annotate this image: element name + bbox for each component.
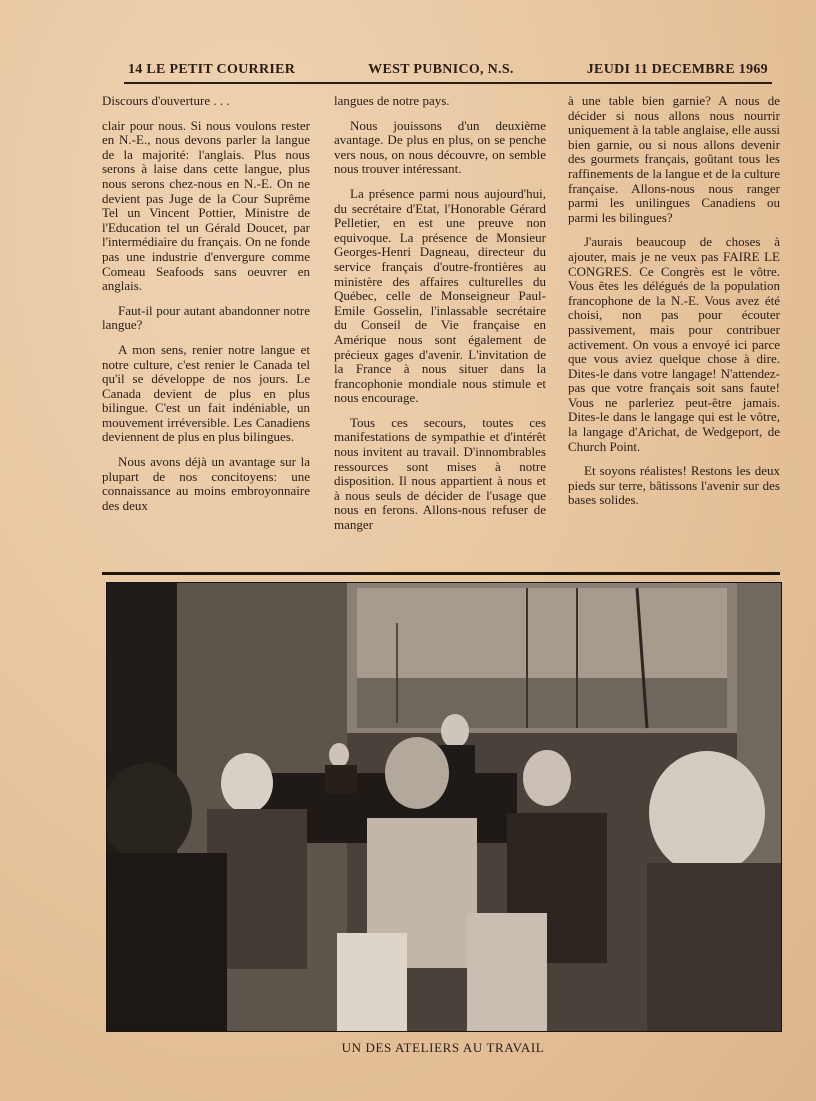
section-rule [102,572,780,575]
article-column-3 [568,94,780,518]
article-paragraph: J'aurais beaucoup de choses à ajouter, mais je ne veux pas FAIRE LE CONGRES. Ce Congrès est le vôtre. Vous êtes les délégués de la population francophone de la N.-E. Vous avez été choisi, non pas pour écouter passivement, mais pour contribuer activement. On vous a envoyé ici parce que vous aviez quelque chose à dire. Dites-le dans votre langage! N'attendez-pas que votre français soit sans faute! Vous ne parleriez peut-être jamais. Dites-le dans le langage qui est le vôtre, la langage d'Arichat, de Wedgeport, de Church Point. [568,234,780,454]
article-paragraph: A mon sens, renier notre langue et notre culture, c'est renier le Canada tel qu'il se développe de nos jours. Le Canada devient de plus en plus bilingue. C'est un fait indéniable, un mouvement irréversible. Les Canadiens deviennent de plus en plus bilingues. [102,341,310,445]
article-column-1 [102,94,310,523]
article-paragraph: à une table bien garnie? A nous de décider si nous allons nous nourrir uniquement à la table anglaise, elle aussi bien garnie, ou si nous allons devenir des gourmets français, goûtant tous les raffinements de la langue et de la culture française. Allons-nous nous ranger parmi les unilingues Canadiens ou parmi les bilingues? [568,93,780,225]
header-rule [124,82,772,84]
article-column-2 [334,94,546,543]
article-paragraph: clair pour nous. Si nous voulons rester en N.-E., nous devons parler la langue de la majorité: l'anglais. Plus nous serons à laise dans cette langue, plus nous serons chez-nous en N.-E. On ne devient pas Juge de la Cour Suprême Tel un Vincent Pottier, Ministre de l'Education tel un Gérald Doucet, par l'intermédiaire du français. On ne fonde pas une industrie d'envergure comme Comeau Seafoods sans oeuvrer en anglais. [102,117,310,294]
workshop-photo [106,582,782,1032]
article-paragraph: Nous avons déjà un avantage sur la plupart de nos concitoyens: une connaissance au moins embroyonnaire des deux [102,454,310,513]
workshop-photo-illustration [107,583,781,1031]
article-paragraph: Tous ces secours, toutes ces manifestations de sympathie et d'intérêt nous invitent au travail. D'innombrables ressources sont mises à notre disposition. Il nous appartient à nous et à nous seuls de décider de l'usage que nous en ferons. Allons-nous refuser de manger [334,414,546,533]
article-paragraph: Et soyons réalistes! Restons les deux pieds sur terre, bâtissons l'avenir sur des bases solides. [568,463,780,508]
column-continuation-heading: Discours d'ouverture . . . [102,93,230,108]
page-header [128,62,768,78]
photo-caption: UN DES ATELIERS AU TRAVAIL [341,1040,545,1055]
header-location: WEST PUBNICO, N.S. [368,62,514,77]
article-paragraph: langues de notre pays. [334,93,450,108]
article-paragraph: La présence parmi nous aujourd'hui, du secrétaire d'Etat, l'Honorable Gérard Pelletier, en est une preuve non equivoque. La présence de Monsieur Georges-Henri Dagneau, directeur du service français d'outre-frontières au ministère des affaires culturelles du Québec, celle de Monseigneur Paul-Emile Gosselin, l'inlassable secrétaire du Conseil de Vie française en Amérique nous sont également de précieux gages d'avenir. L'invitation de la France à nous situer dans la francophonie mondiale nous stimule et nous encourage. [334,185,546,406]
article-paragraph: Nous jouissons d'un deuxième avantage. De plus en plus, on se penche vers nous, on nous découvre, on semble nous trouver intéressant. [334,117,546,177]
header-date: JEUDI 11 DECEMBRE 1969 [586,62,768,77]
header-page-title: 14 LE PETIT COURRIER [128,62,296,77]
article-paragraph: Faut-il pour autant abandonner notre langue? [102,302,310,333]
